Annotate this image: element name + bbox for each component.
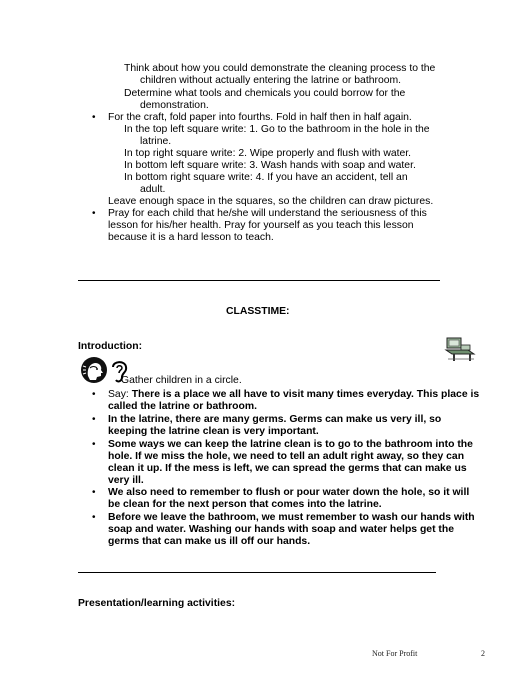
flush-line: We also need to remember to flush or pour water down the hole, so it will [108, 487, 470, 498]
gather-line: Gather children in a circle. [121, 375, 242, 386]
wash-line: Before we leave the bathroom, we must remember to wash our hands with [108, 512, 475, 523]
bullet: • [92, 414, 96, 425]
say-line: called the latrine or bathroom. [108, 401, 257, 412]
pray-line: lesson for his/her health. Pray for yourself as you teach this lesson [108, 220, 414, 231]
prep-line: Determine what tools and chemicals you could borrow for the [124, 88, 406, 99]
ways-line: clean it up. If the mess is left, we can spread the germs that can make us [108, 463, 467, 474]
introduction-label: Introduction: [78, 341, 143, 352]
say-prefix: Say: [108, 389, 132, 400]
bullet: • [92, 439, 96, 450]
germs-line: keeping the latrine clean is very important. [108, 426, 319, 437]
section-divider [78, 572, 436, 573]
say-text: There is a place we all have to visit many times everyday. This place is [131, 389, 480, 400]
classtime-heading: CLASSTIME: [226, 306, 290, 317]
say-line [108, 389, 479, 401]
craft-line: For the craft, fold paper into fourths. Fold in half then in half again. [108, 112, 412, 123]
wash-line: germs that can make us ill off our hands. [108, 536, 311, 547]
craft-line: latrine. [140, 136, 172, 147]
classroom-desk-icon [444, 335, 476, 363]
bullet: • [92, 487, 96, 498]
craft-line: In top right square write: 2. Wipe properly and flush with water. [124, 148, 412, 159]
bullet: • [92, 389, 96, 400]
ways-line: Some ways we can keep the latrine clean is to go to the bathroom into the [108, 439, 473, 450]
craft-line: adult. [140, 184, 166, 195]
craft-line: In bottom left square write: 3. Wash hands with soap and water. [124, 160, 416, 171]
craft-line: Leave enough space in the squares, so the children can draw pictures. [108, 196, 434, 207]
prep-line: Think about how you could demonstrate the cleaning process to the [124, 63, 436, 74]
pray-line: Pray for each child that he/she will understand the seriousness of this [108, 208, 427, 219]
bullet: • [92, 208, 96, 219]
craft-line: In bottom right square write: 4. If you have an accident, tell an [124, 172, 408, 183]
bullet: • [92, 112, 96, 123]
wash-line: soap and water. Washing our hands with soap and water helps get the [108, 524, 455, 535]
prep-line: demonstration. [140, 100, 209, 111]
section-divider [78, 280, 440, 281]
craft-line: In the top left square write: 1. Go to the bathroom in the hole in the [124, 124, 430, 135]
ways-line: very ill. [108, 475, 144, 486]
pray-line: because it is a hard lesson to teach. [108, 232, 274, 243]
page-number: 2 [481, 649, 485, 658]
bullet: • [92, 512, 96, 523]
ways-line: hole. If we miss the hole, we need to tell an adult right away, so they can [108, 451, 465, 462]
presentation-label: Presentation/learning activities: [78, 598, 236, 609]
germs-line: In the latrine, there are many germs. Germs can make us very ill, so [108, 414, 442, 425]
speaking-head-icon [80, 356, 108, 384]
footer-text: Not For Profit [372, 649, 418, 658]
flush-line: be clean for the next person that comes into the latrine. [108, 499, 382, 510]
prep-line: children without actually entering the latrine or bathroom. [140, 75, 402, 86]
